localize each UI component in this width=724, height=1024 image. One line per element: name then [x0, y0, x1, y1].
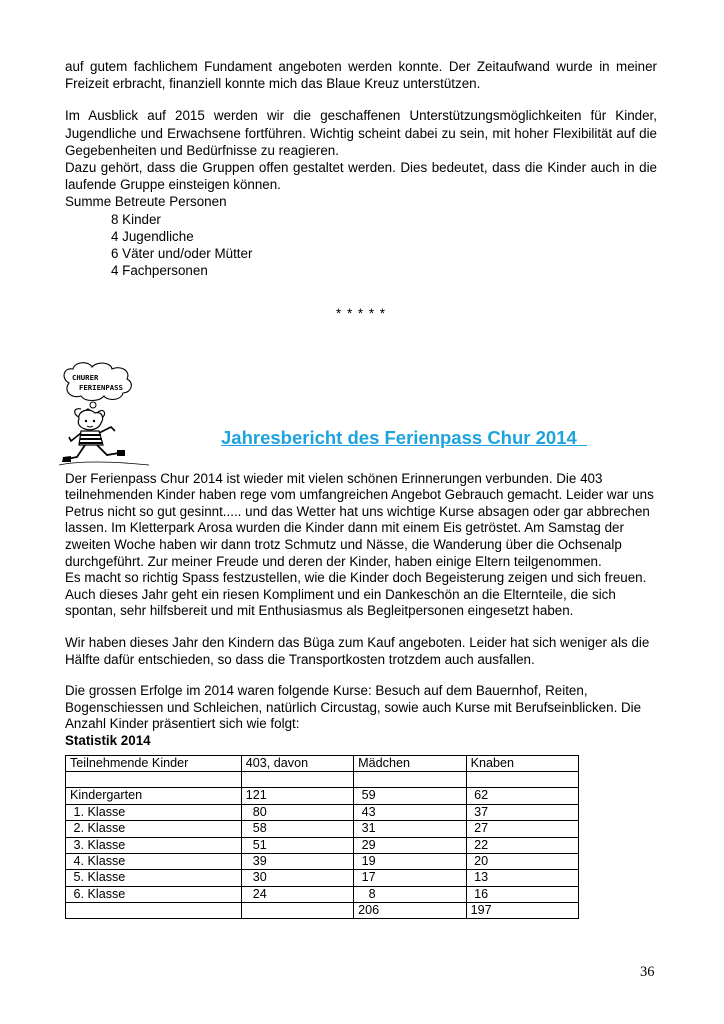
report-paragraph-3: Wir haben dieses Jahr den Kindern das Büga zum Kauf angeboten. Leider hat sich weniger als die Hälfte dafür entschieden, so dass die Transportkosten trotzdem auch ausfallen.	[65, 634, 650, 667]
report-paragraph-4: Die grossen Erfolge im 2014 waren folgende Kurse: Besuch auf dem Bauernhof, Reiten, Bogenschiessen und Schleichen, natürlich Circustag, sowie auch Kurse mit Berufseinblicken. Die Anzahl Kinder präsentiert sich wie folgt:	[65, 683, 642, 732]
table-cell: 1. Klasse	[66, 804, 242, 820]
table-row	[66, 853, 579, 869]
table-cell: 39	[241, 853, 353, 869]
table-cell: 5. Klasse	[66, 870, 242, 886]
report-header	[65, 361, 657, 471]
statistics-title: Statistik 2014	[65, 732, 151, 748]
summary-item: 6 Väter und/oder Mütter	[111, 246, 253, 262]
table-header-cell: 403, davon	[241, 755, 353, 771]
section-separator: * * * * *	[336, 306, 386, 322]
table-cell	[241, 903, 353, 919]
table-cell: 197	[466, 903, 578, 919]
page-number: 36	[640, 964, 655, 980]
report-title: Jahresbericht des Ferienpass Chur 2014	[221, 426, 588, 448]
table-cell: 16	[466, 886, 578, 902]
table-cell: 31	[354, 821, 466, 837]
table-total-row	[66, 903, 579, 919]
table-cell: 58	[241, 821, 353, 837]
table-cell	[354, 771, 466, 787]
table-row	[66, 837, 579, 853]
table-row	[66, 788, 579, 804]
table-cell: 13	[466, 870, 578, 886]
intro-paragraph-3: Dazu gehört, dass die Gruppen offen gestaltet werden. Dies bedeutet, dass die Kinder auch in die laufende Gruppe einsteigen können.	[65, 160, 657, 193]
table-cell	[66, 771, 242, 787]
table-cell: 43	[354, 804, 466, 820]
table-cell: 30	[241, 870, 353, 886]
table-cell: 2. Klasse	[66, 821, 242, 837]
table-row	[66, 771, 579, 787]
statistics-table	[65, 755, 579, 920]
summary-item: 4 Jugendliche	[111, 228, 194, 244]
table-cell: 29	[354, 837, 466, 853]
table-cell: 51	[241, 837, 353, 853]
report-body	[65, 471, 657, 750]
ferienpass-running-kid-logo-icon	[59, 361, 154, 469]
table-row	[66, 804, 579, 820]
table-cell	[241, 771, 353, 787]
table-cell: Kindergarten	[66, 788, 242, 804]
table-cell: 3. Klasse	[66, 837, 242, 853]
table-cell: 4. Klasse	[66, 853, 242, 869]
table-cell: 22	[466, 837, 578, 853]
table-header-cell: Knaben	[466, 755, 578, 771]
logo-text-line1: CHURER	[72, 372, 99, 382]
table-header-cell: Mädchen	[354, 755, 466, 771]
table-cell: 62	[466, 788, 578, 804]
table-cell: 37	[466, 804, 578, 820]
intro-paragraph-1: auf gutem fachlichem Fundament angeboten werden konnte. Der Zeitaufwand wurde in meiner Freizeit erbracht, finanziell konnte mich das Blaue Kreuz unterstützen.	[65, 59, 657, 92]
logo-text-line2: FERIENPASS	[79, 382, 123, 392]
table-cell: 8	[354, 886, 466, 902]
intro-paragraph-2: Im Ausblick auf 2015 werden wir die geschaffenen Unterstützungsmöglichkeiten für Kinder, Jugendliche und Erwachsene fortführen. Wichtig scheint dabei zu sein, mit hoher Flexibilität auf die Gegebenheiten und Bedürfnisse zu reagieren.	[65, 108, 657, 158]
table-header-row	[66, 755, 579, 771]
table-cell: 17	[354, 870, 466, 886]
table-cell: 20	[466, 853, 578, 869]
table-row	[66, 870, 579, 886]
report-paragraph-2: Es macht so richtig Spass festzustellen, wie die Kinder doch Begeisterung zeigen und sich freuen. Auch dieses Jahr geht ein riesen Kompliment und ein Dankeschön an die Elternteile, die sich spontan, sehr hilfsbereit und mit Enthusiasmus als Begleitpersonen eingesetzt haben.	[65, 570, 647, 619]
table-row	[66, 886, 579, 902]
table-cell: 121	[241, 788, 353, 804]
table-cell	[66, 903, 242, 919]
table-cell: 6. Klasse	[66, 886, 242, 902]
summary-label: Summe Betreute Personen	[65, 194, 227, 210]
document-page	[65, 58, 657, 919]
table-cell: 19	[354, 853, 466, 869]
report-paragraph-1: Der Ferienpass Chur 2014 ist wieder mit vielen schönen Erinnerungen verbunden. Die 403 teilnehmenden Kinder haben rege vom umfangreichen Angebot Gebrauch gemacht. Leider war uns Petrus nicht so gut gesinnt..... und das Wetter hat uns wichtige Kurse absagen oder gar abbrechen lassen. Im Kletterpark Arosa wurden die Kinder dann mit einem Eis getröstet. Am Samstag der zweiten Woche haben wir dann trotz Schmutz und Nässe, die Wanderung über die Ochsenalp durchgeführt. Zur meiner Freude und deren der Kinder, haben einige Eltern teilgenommen.	[65, 470, 654, 569]
table-cell	[466, 771, 578, 787]
table-cell: 206	[354, 903, 466, 919]
summary-item: 4 Fachpersonen	[111, 263, 208, 279]
summary-item: 8 Kinder	[111, 211, 161, 227]
table-cell: 27	[466, 821, 578, 837]
table-cell: 59	[354, 788, 466, 804]
table-cell: 80	[241, 804, 353, 820]
table-header-cell: Teilnehmende Kinder	[66, 755, 242, 771]
table-cell: 24	[241, 886, 353, 902]
table-row	[66, 821, 579, 837]
